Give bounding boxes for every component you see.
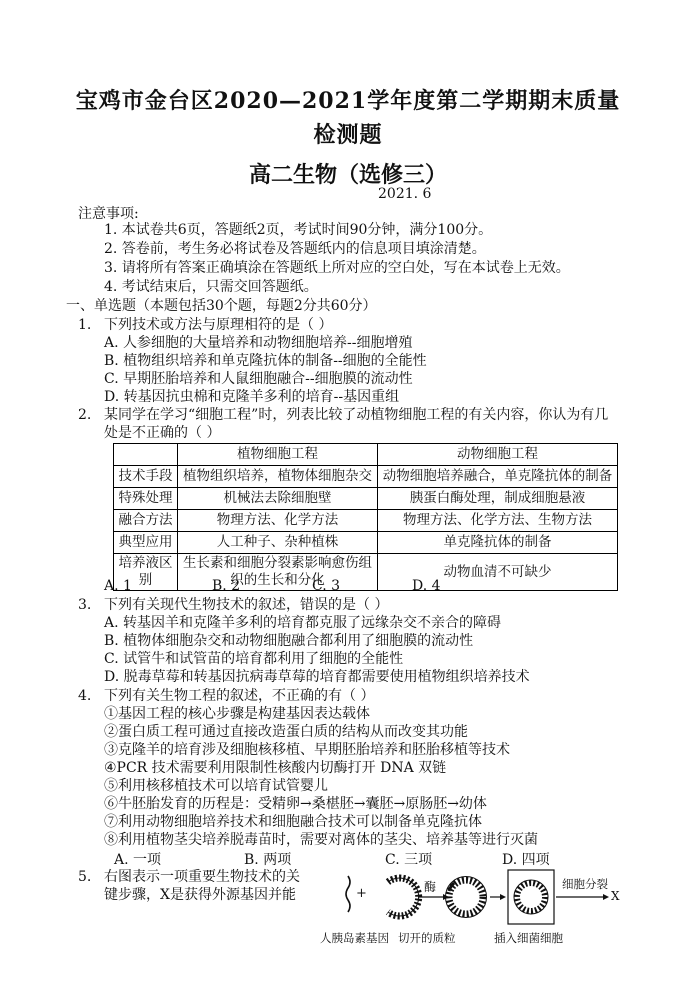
option-b: B. 植物组织培养和单克隆抗体的制备--细胞的全能性 bbox=[104, 353, 427, 369]
table-cell: 融合方法 bbox=[114, 510, 178, 532]
statement-item: ③克隆羊的培育涉及细胞核移植、早期胚胎培养和胚胎移植等技术 bbox=[104, 742, 510, 758]
notice-heading: 注意事项: bbox=[78, 206, 139, 222]
table-cell: 动物细胞培养融合，单克隆抗体的制备 bbox=[378, 466, 618, 488]
section-heading: 一、单选题（本题包括30个题，每题2分共60分） bbox=[66, 298, 377, 314]
option-a: A. 一项 bbox=[114, 852, 162, 868]
table-cell: 胰蛋白酶处理，制成细胞悬液 bbox=[378, 488, 618, 510]
gene-engineering-figure bbox=[318, 858, 618, 948]
table-cell: 人工种子、杂种植株 bbox=[178, 532, 378, 554]
enzyme-label: 酶 bbox=[424, 880, 437, 894]
statement-item: ⑦利用动物细胞培养技术和细胞融合技术可以制备单克隆抗体 bbox=[104, 814, 482, 830]
option-a: A. 1 bbox=[104, 578, 132, 594]
question-stem-continued: 处是不正确的（ ） bbox=[104, 425, 221, 441]
table-row bbox=[114, 532, 618, 554]
table-header-row bbox=[114, 444, 618, 466]
table-header: 植物细胞工程 bbox=[178, 444, 378, 466]
question-stem: 下列有关生物工程的叙述，不正确的有（ ） bbox=[104, 688, 375, 704]
option-d: D. 四项 bbox=[502, 852, 550, 868]
question-number: 2. bbox=[78, 407, 92, 423]
statement-item: ⑥牛胚胎发育的历程是：受精卵→桑椹胚→囊胚→原肠胚→幼体 bbox=[104, 796, 487, 812]
table-cell: 单克隆抗体的制备 bbox=[378, 532, 618, 554]
notice-item: 2. 答卷前，考生务必将试卷及答题纸内的信息项目填涂清楚。 bbox=[104, 241, 486, 257]
table-cell: 机械法去除细胞壁 bbox=[178, 488, 378, 510]
table-row bbox=[114, 510, 618, 532]
notice-item: 3. 请将所有答案正确填涂在答题纸上所对应的空白处，写在本试卷上无效。 bbox=[104, 260, 570, 276]
x-label: X bbox=[611, 889, 620, 903]
exam-title-line2: 检测题 bbox=[313, 122, 383, 148]
question-number: 5. bbox=[78, 869, 92, 885]
table-cell: 植物组织培养，植物体细胞杂交 bbox=[178, 466, 378, 488]
option-d: D. 转基因抗虫棉和克隆羊多利的培育--基因重组 bbox=[104, 389, 400, 405]
option-d: D. 4 bbox=[412, 578, 441, 594]
comparison-table bbox=[113, 443, 618, 591]
arrow-3-head bbox=[603, 894, 609, 900]
notice-item: 1. 本试卷共6页，答题纸2页，考试时间90分钟，满分100分。 bbox=[104, 222, 493, 238]
exam-title-line1: 宝鸡市金台区2020—2021学年度第二学期期末质量 bbox=[75, 88, 621, 114]
question-number: 3. bbox=[78, 597, 92, 613]
statement-item: ⑧利用植物茎尖培养脱毒苗时，需要对离体的茎尖、培养基等进行灭菌 bbox=[104, 832, 538, 848]
table-cell: 特殊处理 bbox=[114, 488, 178, 510]
table-cell: 培养液区别 bbox=[114, 554, 178, 591]
recombinant-plasmid bbox=[449, 880, 483, 914]
caption-insulin-gene: 人胰岛素基因 bbox=[320, 931, 389, 945]
option-c: C. 3 bbox=[312, 578, 341, 594]
plus-sign: + bbox=[356, 886, 367, 901]
question-number: 4. bbox=[78, 688, 92, 704]
caption-cut-plasmid: 切开的质粒 bbox=[398, 931, 456, 945]
table-cell: 物理方法、化学方法 bbox=[178, 510, 378, 532]
exam-date: 2021. 6 bbox=[378, 186, 432, 202]
option-b: B. 两项 bbox=[244, 852, 292, 868]
gene-fragment bbox=[346, 876, 350, 912]
statement-item: ④PCR 技术需要利用限制性核酸内切酶打开 DNA 双链 bbox=[104, 760, 447, 776]
caption-insert-bacteria: 插入细菌细胞 bbox=[494, 931, 563, 945]
table-cell: 动物血清不可缺少 bbox=[378, 554, 618, 591]
table-cell: 物理方法、化学方法、生物方法 bbox=[378, 510, 618, 532]
option-c: C. 早期胚胎培养和人鼠细胞融合--细胞膜的流动性 bbox=[104, 371, 413, 387]
table-cell: 生长素和细胞分裂素影响愈伤组织的生长和分化 bbox=[178, 554, 378, 591]
statement-item: ①基因工程的核心步骤是构建基因表达载体 bbox=[104, 706, 370, 722]
cell-division-label: 细胞分裂 bbox=[562, 877, 608, 891]
question-stem-continued: 键步骤，X是获得外源基因并能 bbox=[104, 887, 296, 903]
option-b: B. 植物体细胞杂交和动物细胞融合都利用了细胞膜的流动性 bbox=[104, 633, 474, 649]
question-stem: 下列技术或方法与原理相符的是（ ） bbox=[104, 317, 333, 333]
option-c: C. 三项 bbox=[385, 852, 433, 868]
table-cell: 典型应用 bbox=[114, 532, 178, 554]
question-stem: 某同学在学习“细胞工程”时，列表比较了动植物细胞工程的有关内容，你认为有几 bbox=[104, 407, 609, 423]
notice-item: 4. 考试结束后，只需交回答题纸。 bbox=[104, 279, 318, 295]
option-a: A. 人参细胞的大量培养和动物细胞培养--细胞增殖 bbox=[104, 335, 413, 351]
question-number: 1. bbox=[78, 317, 92, 333]
option-d: D. 脱毒草莓和转基因抗病毒草莓的培育都需要使用植物组织培养技术 bbox=[104, 669, 530, 685]
plasmid-in-cell bbox=[517, 883, 545, 911]
option-c: C. 试管牛和试管苗的培育都利用了细胞的全能性 bbox=[104, 651, 404, 667]
option-b: B. 2 bbox=[212, 578, 241, 594]
table-row bbox=[114, 466, 618, 488]
table-row bbox=[114, 554, 618, 591]
arrow-2-head bbox=[500, 894, 506, 900]
statement-item: ②蛋白质工程可通过直接改造蛋白质的结构从而改变其功能 bbox=[104, 724, 468, 740]
table-header bbox=[114, 444, 178, 466]
table-row bbox=[114, 488, 618, 510]
option-a: A. 转基因羊和克隆羊多利的培育都克服了远缘杂交不亲合的障碍 bbox=[104, 615, 502, 631]
table-cell: 技术手段 bbox=[114, 466, 178, 488]
plasmid-open-ring bbox=[388, 878, 419, 916]
question-stem: 右图表示一项重要生物技术的关 bbox=[104, 869, 300, 885]
statement-item: ⑤利用核移植技术可以培育试管婴儿 bbox=[104, 778, 328, 794]
subject-title: 高二生物（选修三） bbox=[248, 162, 447, 188]
table-header: 动物细胞工程 bbox=[378, 444, 618, 466]
question-stem: 下列有关现代生物技术的叙述，错误的是（ ） bbox=[104, 597, 389, 613]
